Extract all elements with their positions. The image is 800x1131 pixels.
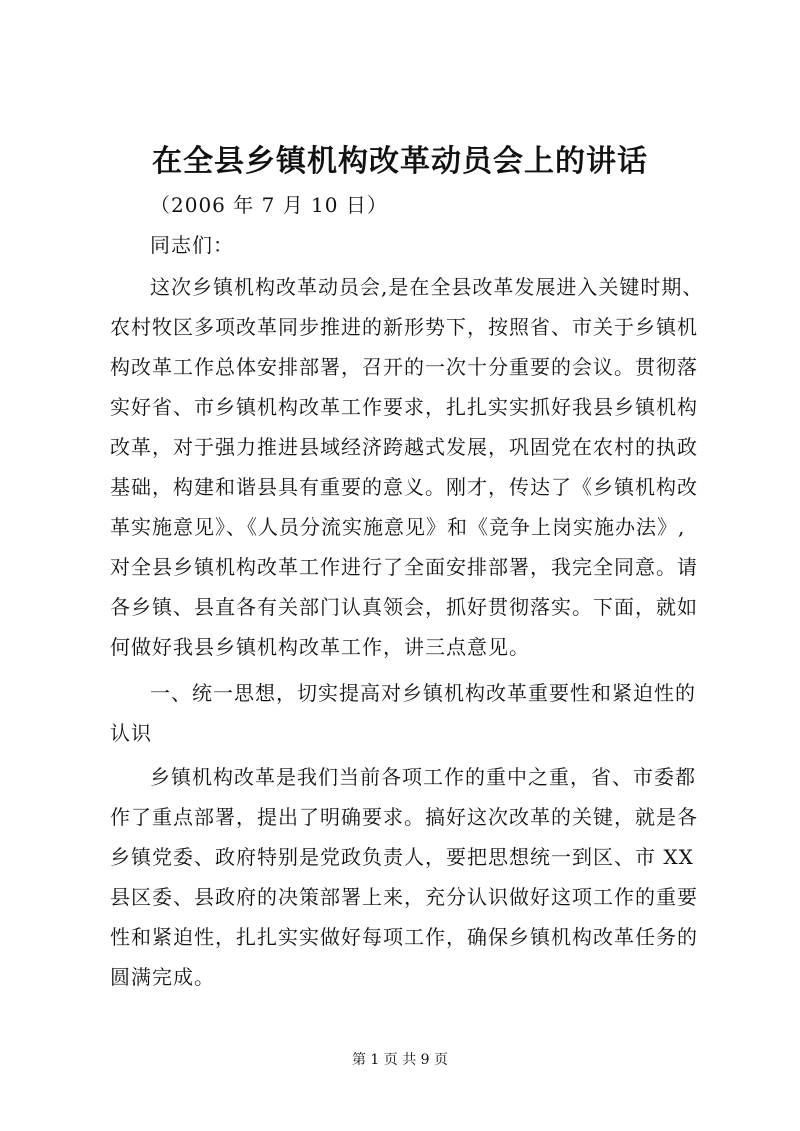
paragraph-line: 乡镇党委、政府特别是党政负责人，要把思想统一到区、市 XX — [110, 845, 694, 869]
paragraph-line: 实好省、市乡镇机构改革工作要求，扎扎实实抓好我县乡镇机构 — [110, 395, 698, 419]
document-date: （2006 年 7 月 10 日） — [150, 193, 388, 217]
paragraph-line: 各乡镇、县直各有关部门认真领会，抓好贯彻落实。下面，就如 — [110, 595, 698, 619]
paragraph-line: 这次乡镇机构改革动员会,是在全县改革发展进入关键时期、 — [150, 275, 704, 299]
paragraph-line: 乡镇机构改革是我们当前各项工作的重中之重，省、市委都 — [150, 765, 696, 789]
document-title: 在全县乡镇机构改革动员会上的讲话 — [152, 144, 648, 179]
paragraph-line: 基础，构建和谐县具有重要的意义。刚才，传达了《乡镇机构改 — [110, 475, 698, 499]
paragraph-line: 对全县乡镇机构改革工作进行了全面安排部署，我完全同意。请 — [110, 555, 698, 579]
paragraph-line: 县区委、县政府的决策部署上来，充分认识做好这项工作的重要 — [110, 885, 698, 909]
paragraph-line: 构改革工作总体安排部署，召开的一次十分重要的会议。贯彻落 — [110, 355, 698, 379]
paragraph-line: 性和紧迫性，扎扎实实做好每项工作，确保乡镇机构改革任务的 — [110, 925, 698, 949]
section-heading: 一、统一思想，切实提高对乡镇机构改革重要性和紧迫性的 — [150, 681, 696, 705]
paragraph-line: 改革，对于强力推进县域经济跨越式发展，巩固党在农村的执政 — [110, 435, 698, 459]
paragraph-line: 圆满完成。 — [110, 965, 215, 989]
section-heading: 认识 — [110, 721, 152, 745]
paragraph-line: 作了重点部署，提出了明确要求。搞好这次改革的关键，就是各 — [110, 805, 698, 829]
paragraph-line: 何做好我县乡镇机构改革工作，讲三点意见。 — [110, 635, 530, 659]
salutation: 同志们： — [150, 233, 234, 257]
page-footer: 第 1 页 共 9 页 — [351, 1052, 449, 1068]
paragraph-line: 农村牧区多项改革同步推进的新形势下，按照省、市关于乡镇机 — [110, 315, 698, 339]
paragraph-line: 革实施意见》、《人员分流实施意见》和《竞争上岗实施办法》, — [110, 515, 686, 539]
